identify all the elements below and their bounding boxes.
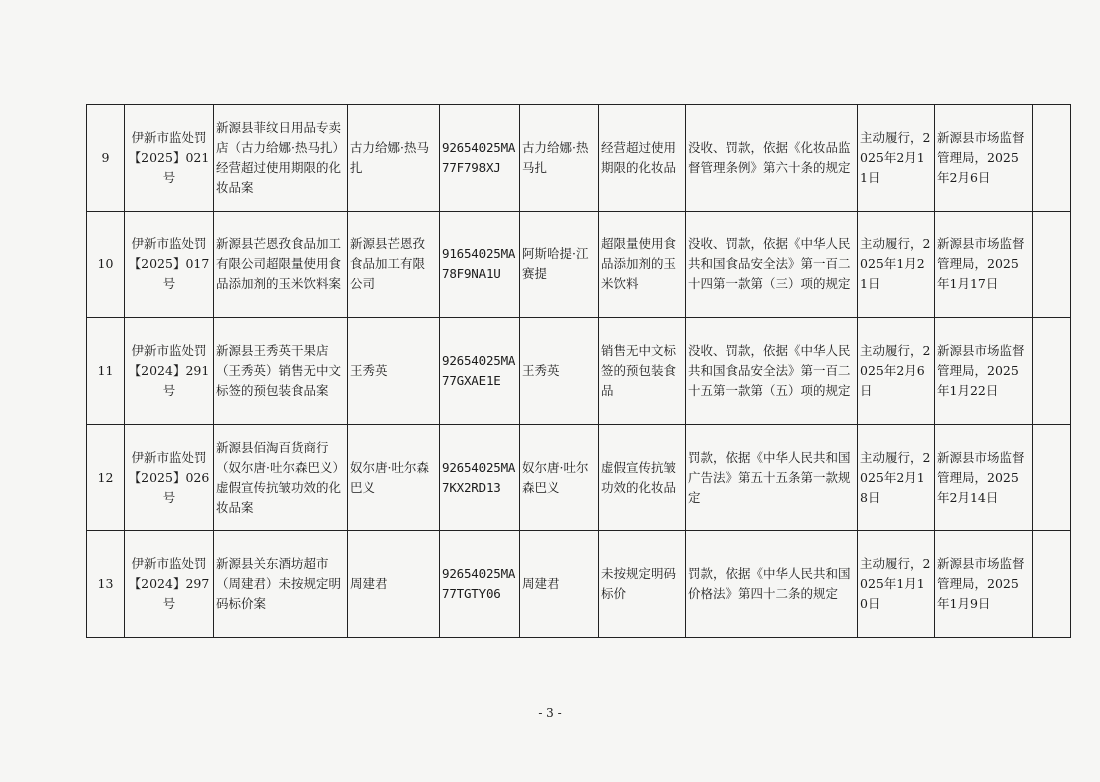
credit-code: 92654025MA7KX2RD13 — [440, 424, 520, 531]
execution-status: 主动履行，2025年1月10日 — [858, 531, 935, 638]
violation: 超限量使用食品添加剂的玉米饮料 — [599, 211, 686, 318]
remark — [1033, 318, 1071, 425]
row-number: 13 — [87, 531, 125, 638]
party-name: 古力给娜·热马扎 — [348, 105, 440, 212]
credit-code: 91654025MA78F9NA1U — [440, 211, 520, 318]
row-number: 12 — [87, 424, 125, 531]
table-row — [87, 531, 1071, 638]
credit-code: 92654025MA77TGTY06 — [440, 531, 520, 638]
decision-number: 伊新市监处罚【2025】021号 — [125, 105, 214, 212]
party-name: 新源县芒恩孜食品加工有限公司 — [348, 211, 440, 318]
penalty-basis: 罚款，依据《中华人民共和国价格法》第四十二条的规定 — [686, 531, 858, 638]
party-name: 奴尔唐·吐尔森巴义 — [348, 424, 440, 531]
party-name: 周建君 — [348, 531, 440, 638]
authority-date: 新源县市场监督管理局，2025年1月17日 — [935, 211, 1033, 318]
row-number: 10 — [87, 211, 125, 318]
authority-date: 新源县市场监督管理局，2025年1月22日 — [935, 318, 1033, 425]
table-body — [87, 105, 1071, 638]
case-name: 新源县芒恩孜食品加工有限公司超限量使用食品添加剂的玉米饮料案 — [214, 211, 348, 318]
legal-representative: 古力给娜·热马扎 — [520, 105, 599, 212]
penalty-basis: 没收、罚款，依据《中华人民共和国食品安全法》第一百二十四第一款第（三）项的规定 — [686, 211, 858, 318]
row-number: 11 — [87, 318, 125, 425]
decision-number: 伊新市监处罚【2024】291号 — [125, 318, 214, 425]
violation: 销售无中文标签的预包装食品 — [599, 318, 686, 425]
legal-representative: 奴尔唐·吐尔森巴义 — [520, 424, 599, 531]
execution-status: 主动履行，2025年2月6日 — [858, 318, 935, 425]
decision-number: 伊新市监处罚【2025】017号 — [125, 211, 214, 318]
penalty-basis: 没收、罚款，依据《化妆品监督管理条例》第六十条的规定 — [686, 105, 858, 212]
remark — [1033, 531, 1071, 638]
execution-status: 主动履行，2025年1月21日 — [858, 211, 935, 318]
legal-representative: 阿斯哈提·江赛提 — [520, 211, 599, 318]
legal-representative: 周建君 — [520, 531, 599, 638]
legal-representative: 王秀英 — [520, 318, 599, 425]
row-number: 9 — [87, 105, 125, 212]
penalty-table — [86, 104, 1071, 638]
violation: 经营超过使用期限的化妆品 — [599, 105, 686, 212]
case-name: 新源县关东酒坊超市（周建君）未按规定明码标价案 — [214, 531, 348, 638]
page-number: - 3 - — [538, 706, 562, 720]
case-name: 新源县菲纹日用品专卖店（古力给娜·热马扎）经营超过使用期限的化妆品案 — [214, 105, 348, 212]
decision-number: 伊新市监处罚【2025】026号 — [125, 424, 214, 531]
execution-status: 主动履行，2025年2月18日 — [858, 424, 935, 531]
table-row — [87, 424, 1071, 531]
violation: 虚假宣传抗皱功效的化妆品 — [599, 424, 686, 531]
remark — [1033, 105, 1071, 212]
credit-code: 92654025MA77F798XJ — [440, 105, 520, 212]
violation: 未按规定明码标价 — [599, 531, 686, 638]
table-row — [87, 318, 1071, 425]
remark — [1033, 424, 1071, 531]
authority-date: 新源县市场监督管理局，2025年1月9日 — [935, 531, 1033, 638]
case-name: 新源县佰淘百货商行（奴尔唐·吐尔森巴义）虚假宣传抗皱功效的化妆品案 — [214, 424, 348, 531]
party-name: 王秀英 — [348, 318, 440, 425]
penalty-basis: 罚款，依据《中华人民共和国广告法》第五十五条第一款规定 — [686, 424, 858, 531]
authority-date: 新源县市场监督管理局，2025年2月14日 — [935, 424, 1033, 531]
decision-number: 伊新市监处罚【2024】297号 — [125, 531, 214, 638]
penalty-basis: 没收、罚款，依据《中华人民共和国食品安全法》第一百二十五第一款第（五）项的规定 — [686, 318, 858, 425]
table-row — [87, 211, 1071, 318]
remark — [1033, 211, 1071, 318]
execution-status: 主动履行，2025年2月11日 — [858, 105, 935, 212]
table-row — [87, 105, 1071, 212]
credit-code: 92654025MA77GXAE1E — [440, 318, 520, 425]
case-name: 新源县王秀英干果店（王秀英）销售无中文标签的预包装食品案 — [214, 318, 348, 425]
authority-date: 新源县市场监督管理局，2025年2月6日 — [935, 105, 1033, 212]
